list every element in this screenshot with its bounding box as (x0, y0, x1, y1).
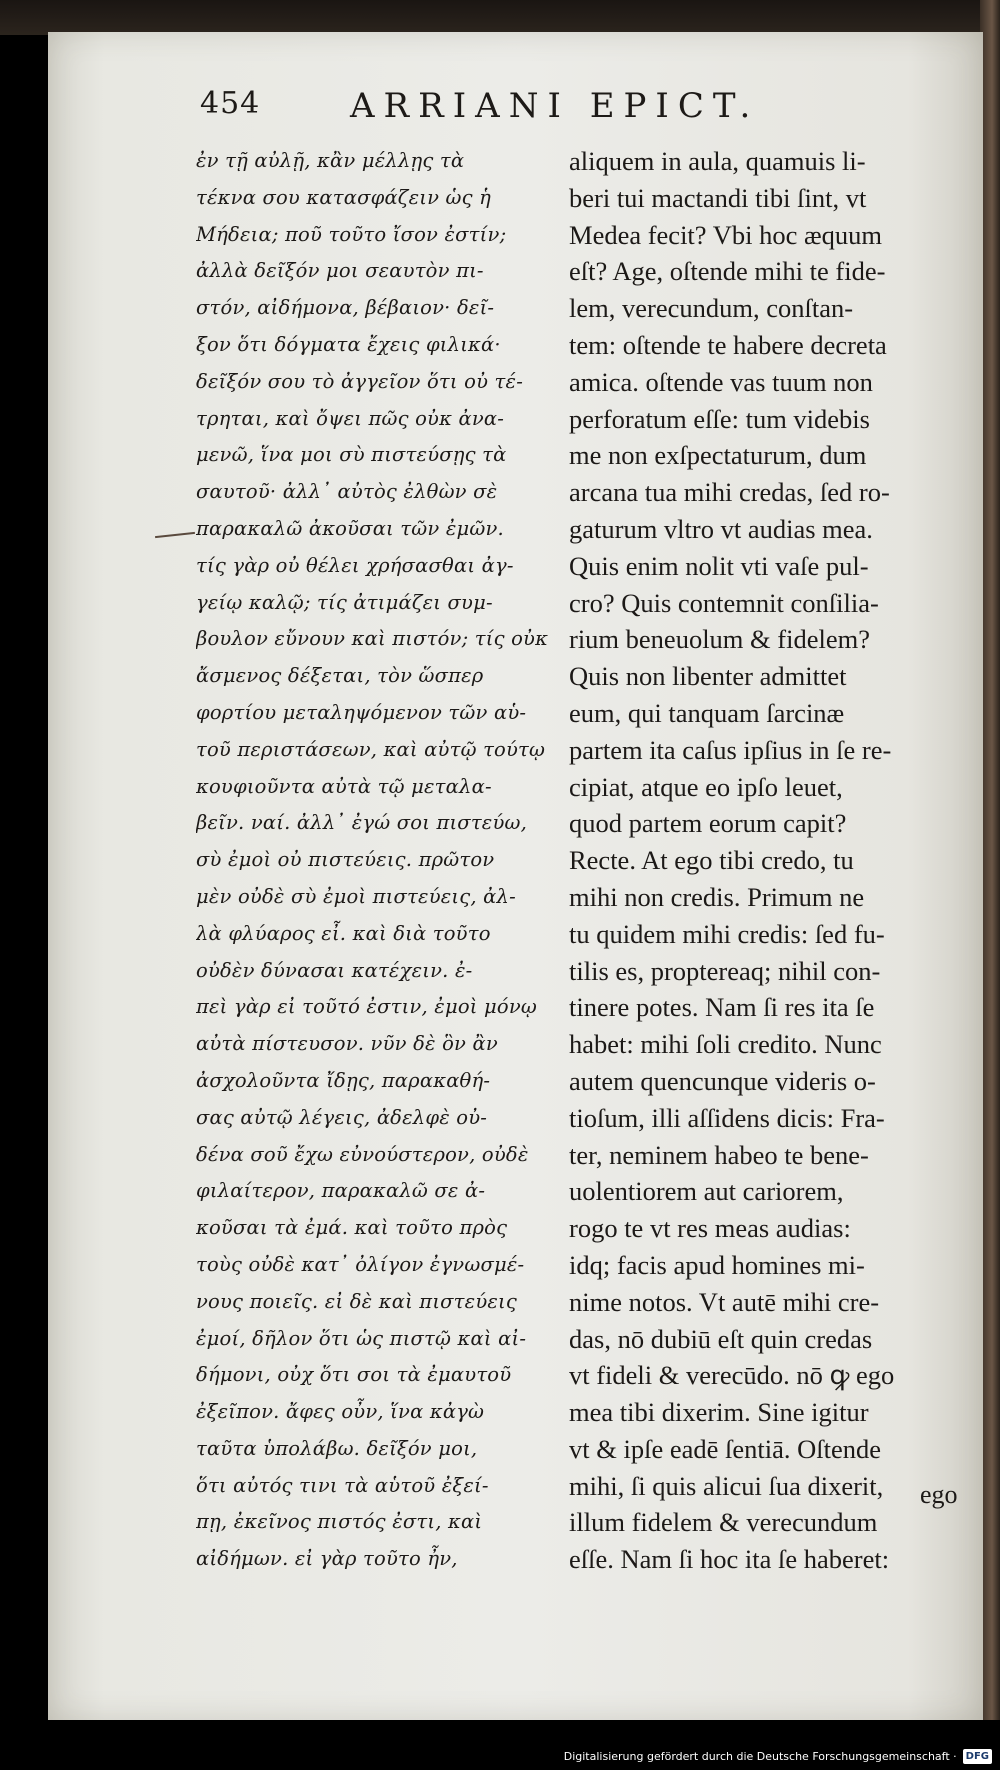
latin-line: cipiat, atque eo ipſo leuet, (569, 771, 843, 802)
latin-line: beri tui mactandi tibi ſint, vt (569, 182, 867, 213)
latin-line: nime notos. Vt autē mihi cre- (569, 1286, 880, 1317)
greek-line: δένα σοῦ ἔχω εὐνούστερον, οὐδὲ (196, 1142, 529, 1166)
latin-line: eſſe. Nam ſi hoc ita ſe haberet: (569, 1544, 890, 1575)
digitization-credit (564, 1746, 992, 1766)
greek-line: ἐν τῇ αὐλῇ, κἂν μέλλῃς τὰ (196, 149, 465, 172)
latin-line: Quis non libenter admittet (569, 661, 847, 692)
latin-line: quod partem eorum capit? (569, 808, 847, 839)
greek-line: πῃ, ἐκεῖνος πιστός ἐστι, καὶ (196, 1510, 483, 1534)
greek-line: ὅτι αὐτός τινι τὰ αὑτοῦ ἐξεί- (196, 1473, 489, 1497)
greek-line: τέκνα σου κατασφάζειν ὡς ἡ (196, 185, 492, 209)
greek-line: σὺ ἐμοὶ οὐ πιστεύεις. πρῶτον (196, 848, 495, 872)
greek-line: ταῦτα ὑπολάβω. δεῖξόν μοι, (196, 1436, 478, 1460)
latin-line: autem quencunque videris o- (569, 1065, 876, 1096)
greek-line: σαυτοῦ· ἀλλ᾽ αὐτὸς ἐλθὼν σὲ (196, 480, 498, 504)
page-top-edge (0, 0, 1000, 35)
latin-line: Recte. At ego tibi credo, tu (569, 845, 854, 876)
credit-text: Digitalisierung gefördert durch die Deutsche Forschungsgemeinschaft · (563, 1749, 957, 1763)
latin-line: mihi non credis. Primum ne (569, 881, 865, 912)
latin-line: arcana tua mihi credas, ſed ro- (569, 477, 890, 508)
latin-line: Medea fecit? Vbi hoc æquum (569, 219, 883, 250)
latin-line: mea tibi dixerim. Sine igitur (569, 1397, 869, 1428)
greek-line: ἀσχολοῦντα ἴδῃς, παρακαθή- (196, 1068, 491, 1092)
greek-line: Μήδεια; ποῦ τοῦτο ἴσον ἐστίν; (196, 222, 507, 246)
greek-text-column (196, 143, 556, 1578)
latin-line: illum fidelem & verecundum (569, 1507, 878, 1538)
greek-line: τοὺς οὐδὲ κατ᾽ ὀλίγον ἐγνωσμέ- (196, 1252, 525, 1276)
latin-line: Quis enim nolit vti vaſe pul- (569, 550, 869, 581)
latin-line: aliquem in aula, quamuis li- (569, 146, 866, 176)
greek-line: ἄσμενος δέξεται, τὸν ὥσπερ (196, 664, 484, 688)
latin-line: habet: mihi ſoli credito. Nunc (569, 1029, 882, 1060)
greek-line: ἐμοί, δῆλον ὅτι ὡς πιστῷ καὶ αἰ- (196, 1326, 527, 1350)
latin-line: das, nō dubiū eſt quin credas (569, 1323, 873, 1354)
greek-line: βουλον εὔνουν καὶ πιστόν; τίς οὐκ (196, 627, 549, 651)
latin-line: tem: oſtende te habere decreta (569, 329, 887, 360)
latin-line: tioſum, illi aſſidens dicis: Fra- (569, 1102, 885, 1133)
greek-line: μὲν οὐδὲ σὺ ἐμοὶ πιστεύεις, ἀλ- (196, 884, 516, 908)
latin-line: tinere potes. Nam ſi res ita ſe (569, 992, 875, 1023)
greek-line: τίς γὰρ οὐ θέλει χρήσασθαι ἀγ- (196, 553, 514, 577)
latin-line: eum, qui tanquam ſarcinæ (569, 697, 845, 728)
page-number: 454 (200, 86, 261, 121)
latin-line: partem ita caſus ipſius in ſe re- (569, 734, 892, 765)
greek-line: παρακαλῶ ἀκοῦσαι τῶν ἐμῶν. (196, 516, 504, 540)
latin-line: cro? Quis contemnit conſilia- (569, 587, 879, 618)
latin-line: rogo te vt res meas audias: (569, 1213, 851, 1244)
latin-line: eſt? Age, oſtende mihi te fide- (569, 256, 886, 287)
latin-line: vt fideli & verecūdo. nō ꝙ ego (569, 1360, 895, 1391)
latin-line: vt & ipſe eadē ſentiā. Oſtende (569, 1433, 881, 1464)
greek-line: ἐξεῖπον. ἄφες οὖν, ἵνα κἀγὼ (196, 1400, 485, 1424)
latin-line: tu quidem mihi credis: ſed fu- (569, 918, 885, 949)
greek-line: κουφιοῦντα αὐτὰ τῷ μεταλα- (196, 774, 492, 798)
greek-line: κοῦσαι τὰ ἐμά. καὶ τοῦτο πρὸς (196, 1216, 508, 1240)
greek-line: πεὶ γὰρ εἰ τοῦτό ἐστιν, ἐμοὶ μόνῳ (196, 995, 537, 1019)
latin-text-column (569, 143, 989, 1578)
greek-line: οὐδὲν δύνασαι κατέχειν. ἐ- (196, 958, 473, 982)
latin-line: lem, verecundum, conſtan- (569, 293, 854, 324)
greek-line: τρηται, καὶ ὄψει πῶς οὐκ ἀνα- (196, 406, 505, 430)
greek-line: δεῖξόν σου τὸ ἀγγεῖον ὅτι οὐ τέ- (196, 369, 523, 393)
latin-line: ter, neminem habeo te bene- (569, 1139, 869, 1170)
greek-line: φιλαίτερον, παρακαλῶ σε ἀ- (196, 1179, 486, 1203)
latin-line: gaturum vltro vt audias mea. (569, 513, 873, 544)
dfg-logo: DFG (963, 1749, 992, 1764)
latin-line: me non exſpectaturum, dum (569, 440, 867, 471)
greek-line: ἀλλὰ δεῖξόν μοι σεαυτὸν πι- (196, 259, 484, 283)
latin-line: idq; facis apud homines mi- (569, 1249, 865, 1280)
page-header (200, 86, 920, 126)
latin-line: uolentiorem aut cariorem, (569, 1176, 844, 1207)
greek-line: γείῳ καλῷ; τίς ἀτιμάζει συμ- (196, 590, 493, 614)
latin-line: tilis es, proptereaq; nihil con- (569, 955, 881, 986)
latin-line: rium beneuolum & fidelem? (569, 624, 870, 655)
greek-line: νους ποιεῖς. εἰ δὲ καὶ πιστεύεις (196, 1289, 518, 1313)
greek-line: βεῖν. ναί. ἀλλ᾽ ἐγώ σοι πιστεύω, (196, 811, 528, 835)
greek-line: ξον ὅτι δόγματα ἔχεις φιλικά· (196, 332, 501, 356)
catchword: ego (920, 1480, 958, 1509)
running-title: ARRIANI EPICT. (350, 86, 760, 126)
latin-line: perforatum eſſe: tum videbis (569, 403, 870, 434)
greek-line: σας αὐτῷ λέγεις, ἀδελφὲ οὐ- (196, 1105, 488, 1129)
latin-line: amica. oſtende vas tuum non (569, 366, 873, 397)
greek-line: λὰ φλύαρος εἶ. καὶ διὰ τοῦτο (196, 921, 491, 945)
latin-line: mihi, ſi quis alicui ſua dixerit, (569, 1470, 884, 1501)
greek-line: αἰδήμων. εἰ γὰρ τοῦτο ἦν, (196, 1547, 458, 1571)
greek-line: αὐτὰ πίστευσον. νῦν δὲ ὃν ἂν (196, 1032, 498, 1056)
greek-line: δήμονι, οὐχ ὅτι σοι τὰ ἐμαυτοῦ (196, 1363, 512, 1387)
greek-line: μενῶ, ἵνα μοι σὺ πιστεύσῃς τὰ (196, 443, 507, 467)
greek-line: τοῦ περιστάσεων, καὶ αὐτῷ τούτῳ (196, 737, 546, 761)
greek-line: στόν, αἰδήμονα, βέβαιον· δεῖ- (196, 296, 495, 320)
greek-line: φορτίου μεταληψόμενον τῶν αὑ- (196, 700, 527, 724)
